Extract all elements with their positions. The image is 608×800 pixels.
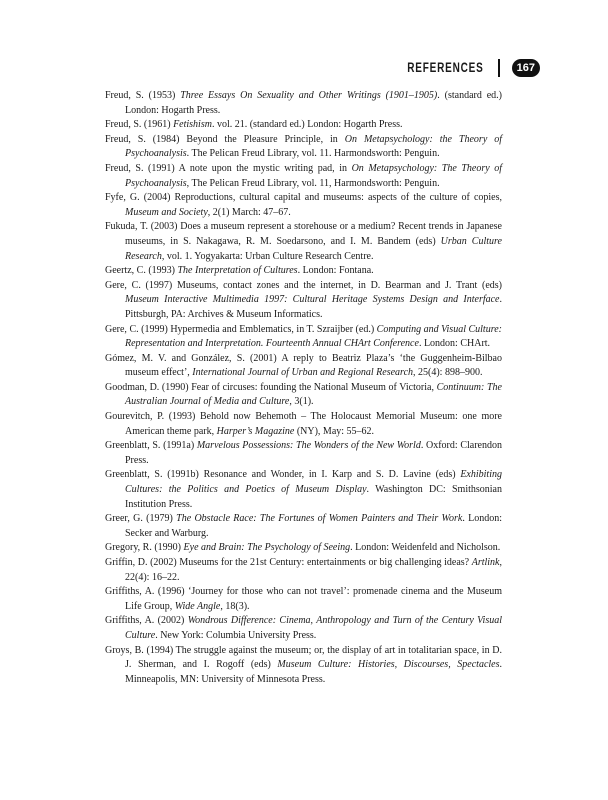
reference-entry: Gómez, M. V. and González, S. (2001) A reply to Beatriz Plaza’s ‘the Guggenheim-Bilbao museum effect’, International Journal of Urban and Regional Research, 25(4): 898–900. (105, 352, 502, 379)
header-divider (498, 59, 500, 77)
reference-entry: Freud, S. (1961) Fetishism. vol. 21. (standard ed.) London: Hogarth Press. (105, 119, 403, 131)
reference-entry: Greer, G. (1979) The Obstacle Race: The Fortunes of Women Painters and Their Work. London: Secker and Warburg. (105, 513, 503, 539)
reference-list (105, 89, 502, 687)
page-header (407, 56, 540, 80)
reference-entry: Groys, B. (1994) The struggle against the museum; or, the display of art in totalitarian space, in D. J. Sherman, and I. Rogoff (eds) Museum Culture: Histories, Discourses, Spectacles. Minneapolis, MN: University of Minnesota Press. (105, 644, 502, 685)
reference-entry: Geertz, C. (1993) The Interpretation of Cultures. London: Fontana. (105, 265, 374, 277)
reference-entry: Freud, S. (1991) A note upon the mystic writing pad, in On Metapsychology: The Theory of Psychoanalysis, The Pelican Freud Library, vol. 11, Harmondsworth: Penguin. (105, 162, 503, 189)
reference-entry: Gourevitch, P. (1993) Behold now Behemoth – The Holocaust Memorial Museum: one more American theme park, Harper’s Magazine (NY), May: 55–62. (105, 411, 502, 437)
reference-entry: Greenblatt, S. (1991b) Resonance and Wonder, in I. Karp and S. D. Lavine (eds) Exhibiting Cultures: the Politics and Poetics of Museum Display. Washington DC: Smithsonian Institution Press. (105, 469, 502, 510)
reference-entry: Gregory, R. (1990) Eye and Brain: The Psychology of Seeing. London: Weidenfeld and Nicholson. (105, 542, 501, 554)
reference-entry: Greenblatt, S. (1991a) Marvelous Possessions: The Wonders of the New World. Oxford: Clarendon Press. (105, 440, 502, 466)
reference-entry: Freud, S. (1984) Beyond the Pleasure Principle, in On Metapsychology: the Theory of Psychoanalysis. The Pelican Freud Library, vol. 11. Harmondsworth: Penguin. (105, 133, 502, 160)
reference-entry: Gere, C. (1999) Hypermedia and Emblematics, in T. Szraijber (ed.) Computing and Visual Culture: Representation and Interpretation. Fourteenth Annual CHArt Conference. London: CHArt. (105, 323, 503, 350)
reference-entry: Griffin, D. (2002) Museums for the 21st Century: entertainments or big challenging ideas? Artlink, 22(4): 16–22. (105, 557, 502, 583)
reference-entry: Fyfe, G. (2004) Reproductions, cultural capital and museums: aspects of the culture of copies, Museum and Society, 2(1) March: 47–67. (105, 192, 502, 218)
page-number-badge: 167 (512, 59, 540, 77)
reference-entry: Griffiths, A. (1996) ‘Journey for those who can not travel’: promenade cinema and the Museum Life Group, Wide Angle, 18(3). (105, 586, 502, 612)
reference-entry: Griffiths, A. (2002) Wondrous Difference: Cinema, Anthropology and Turn of the Century Visual Culture. New York: Columbia University Press. (105, 615, 502, 641)
reference-entry: Goodman, D. (1990) Fear of circuses: founding the National Museum of Victoria, Continuum: The Australian Journal of Media and Culture, 3(1). (105, 381, 502, 408)
running-head: REFERENCES (407, 60, 484, 76)
reference-entry: Gere, C. (1997) Museums, contact zones and the internet, in D. Bearman and J. Trant (eds) Museum Interactive Multimedia 1997: Cultural Heritage Systems Design and Interface. Pittsburgh, PA: Archives & Museum Informatics. (105, 279, 502, 320)
reference-entry: Fukuda, T. (2003) Does a museum represent a storehouse or a medium? Recent trends in Japanese museums, in S. Nakagawa, R. M. Soedarsono, and I. M. Bandem (eds) Urban Culture Research, vol. 1. Yogyakarta: Urban Culture Research Centre. (105, 221, 502, 262)
reference-entry: Freud, S. (1953) Three Essays On Sexuality and Other Writings (1901–1905). (standard ed.) London: Hogarth Press. (105, 90, 502, 116)
